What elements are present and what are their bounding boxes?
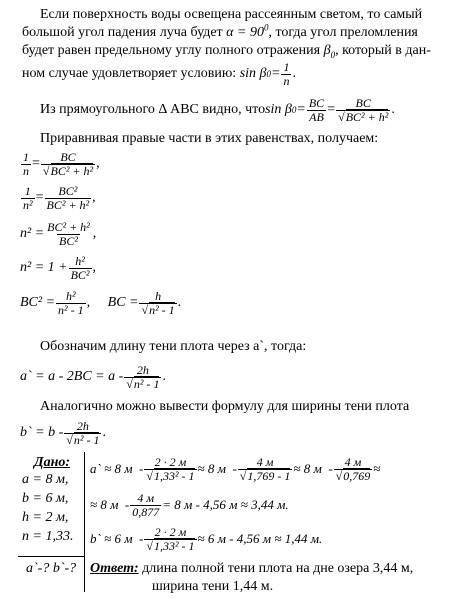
given-title: Дано: bbox=[34, 455, 70, 470]
shadow-line-2: Аналогично можно вывести формулу для ширины тени плота bbox=[40, 399, 410, 414]
answer-line-1: Ответ: длина полной тени плота на дне озера 3,44 м, bbox=[90, 561, 414, 576]
intro-line-1: Если поверхность воды освещена рассеянным светом, то самый bbox=[40, 7, 423, 22]
given-item-h: h = 2 м, bbox=[22, 510, 69, 525]
equation-3: n² = $\frac{\text{BC² + h²}}{\text{BC²}}$ , bbox=[20, 219, 97, 248]
solution-row-1: a` ≈ 8 м - $\frac{2 \cdot 2 м}{\text{√1,33² - 1}}$ ≈ 8 м - $\frac{4 м}{√1,769 - 1}$ ≈ 8 м - $\frac{4 м}{√0,769}$ ≈ bbox=[90, 454, 381, 483]
given-item-b: b = 6 м, bbox=[22, 491, 69, 506]
triangle-fraction-1: $\frac{BC}{AB}$ bbox=[308, 95, 325, 124]
triangle-fraction-2: $\frac{BC}{\text{√BC² + h²}}$ bbox=[338, 95, 389, 124]
given-item-n: n = 1,33. bbox=[22, 529, 74, 544]
answer-label: Ответ: bbox=[90, 561, 139, 576]
shadow-line-1: Обозначим длину тени плота через a`, тогда: bbox=[40, 339, 307, 354]
intro-line-2: большой угол падения луча будет $\alpha = 90^0$, тогда угол преломления bbox=[22, 22, 418, 40]
intro-line-4: ном случае удовлетворяет условию: sin β 0 = $\frac{1}{n}$ . bbox=[22, 59, 296, 88]
equation-2: $\frac{1}{\text{n²}}$ = $\frac{\text{BC²}}{\text{BC² + h²}}$ , bbox=[23, 183, 96, 212]
intro-line-3: будет равен предельному углу полного отражения $\beta_0$, который в дан- bbox=[22, 43, 431, 60]
answer-line-2: ширина тени 1,44 м. bbox=[152, 579, 274, 594]
equation-4: n² = 1 + $\frac{\text{h²}}{\text{BC²}}$ , bbox=[20, 253, 97, 282]
intro-fraction: $\frac{1}{n}$ bbox=[283, 59, 290, 88]
equation-1: $\frac{1}{n}$ = $\frac{BC}{\text{√BC² + h²}}$ , bbox=[23, 149, 100, 178]
given-divider-vertical bbox=[84, 452, 85, 592]
shadow-equation-b: b` = b - $\frac{2h}{\text{√n² - 1}}$ . bbox=[20, 418, 106, 447]
equating-line: Приравнивая правые части в этих равенствах, получаем: bbox=[40, 131, 379, 146]
given-item-a: a = 8 м, bbox=[22, 472, 69, 487]
triangle-line: Из прямоугольного Δ ABC видно, что sin β 0 = $\frac{BC}{AB}$ = $\frac{BC}{\text{√BC² + h²}}$ . bbox=[40, 95, 395, 124]
solution-row-2: ≈ 8 м - $\frac{4 м}{0,877}$ = 8 м - 4,56 м ≈ 3,44 м. bbox=[90, 490, 289, 519]
equation-5: BC² = $\frac{\text{h²}}{\text{n² - 1}}$ , BC = $\frac{h}{\text{√n² - 1}}$ . bbox=[20, 288, 182, 317]
given-question: a`-? b`-? bbox=[26, 561, 77, 576]
given-divider-horizontal bbox=[18, 556, 85, 557]
shadow-equation-a: a` = a - 2BC = a - $\frac{2h}{\text{√n² - 1}}$ . bbox=[20, 362, 166, 391]
solution-row-3: b` ≈ 6 м - $\frac{2 \cdot 2 м}{\text{√1,33² - 1}}$ ≈ 6 м - 4,56 м ≈ 1,44 м. bbox=[90, 524, 323, 553]
